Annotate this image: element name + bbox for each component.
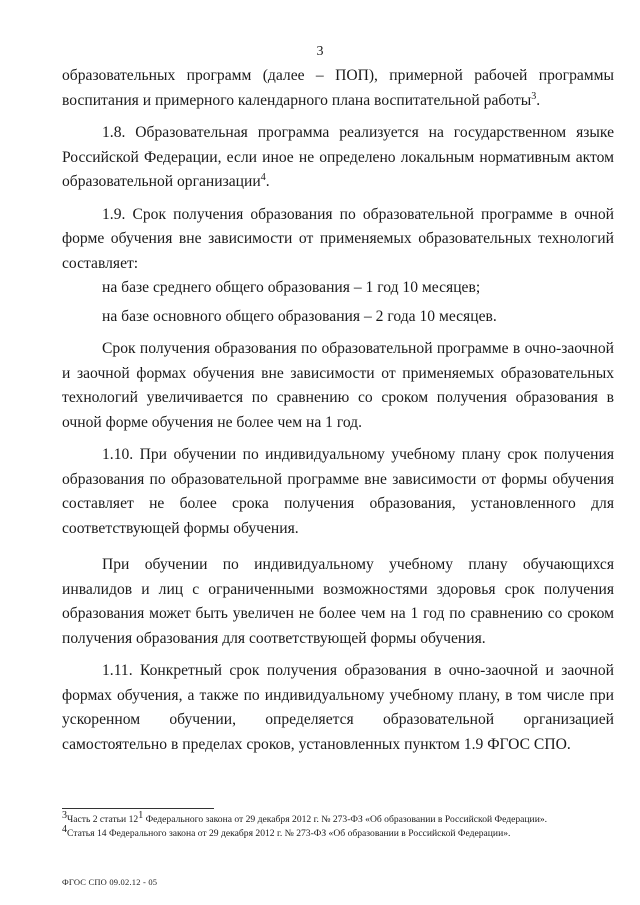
document-code: ФГОС СПО 09.02.12 - 05: [62, 877, 158, 887]
footnote-mark: 3: [62, 809, 67, 821]
paragraph-secondary-general: на базе среднего общего образования – 1 год 10 месяцев;: [102, 279, 481, 296]
footnote-ref-4[interactable]: 4: [260, 171, 266, 183]
footnotes: [62, 809, 622, 841]
footnote-article-sup: 1: [138, 809, 144, 821]
paragraph-1-11: 1.11. Конкретный срок получения образования в очно-заочной и заочной формах обучения, а также по индивидуальному учебному плану, в том числе при ускоренном обучении, определяется образовательной организацией самостоятельно в пределах сроков, установленных пунктом 1.9 ФГОС СПО.: [62, 662, 614, 753]
footnote-mark: 4: [62, 823, 67, 835]
paragraph-continuation: [62, 64, 614, 113]
footnote-text: Статья 14 Федерального закона от 29 декабря 2012 г. № 273-ФЗ «Об образовании в Российской Федерации».: [67, 828, 511, 839]
footnote-text: Часть 2 статьи 12: [67, 814, 139, 825]
paragraph-text: 1.8. Образовательная программа реализуется на государственном языке Российской Федерации, если иное не определено локальным нормативным актом образовательной организации: [62, 124, 614, 190]
paragraph-end: .: [265, 173, 270, 190]
page-number: 3: [316, 44, 324, 59]
paragraph-1-8: [62, 121, 614, 195]
paragraph-1-9: 1.9. Срок получения образования по образовательной программе в очной форме обучения вне зависимости от применяемых образовательных технологий составляет:: [62, 205, 614, 272]
paragraph-disabled-students: При обучении по индивидуальному учебному плану обучающихся инвалидов и лиц с ограниченными возможностями здоровья срок получения образования может быть увеличен не более чем на 1 год по сравнению со сроком получения образования для соответствующей формы обучения.: [62, 556, 614, 647]
footnote-4: [62, 823, 622, 841]
paragraph-text: образовательных программ (далее – ПОП), примерной рабочей программы воспитания и примерного календарного плана воспитательной работы: [62, 67, 614, 109]
paragraph-1-10: 1.10. При обучении по индивидуальному учебному плану срок получения образования по образовательной программе вне зависимости от формы обучения составляет не более срока получения образования, установленного для соответствующей формы обучения.: [62, 446, 614, 537]
document-body: [62, 64, 614, 765]
paragraph-part-time-duration: Срок получения образования по образовательной программе в очно-заочной и заочной формах обучения вне зависимости от применяемых образовательных технологий увеличивается по сравнению со сроком получения образования в очной форме обучения не более чем на 1 год.: [62, 340, 614, 431]
footnote-text-cont: Федерального закона от 29 декабря 2012 г. № 273-ФЗ «Об образовании в Российской Федерации».: [143, 814, 548, 825]
paragraph-basic-general: на базе основного общего образования – 2 года 10 месяцев.: [102, 307, 497, 325]
footnote-ref-3[interactable]: 3: [531, 90, 537, 102]
paragraph-end: .: [536, 91, 541, 109]
footnote-3: [62, 809, 622, 827]
